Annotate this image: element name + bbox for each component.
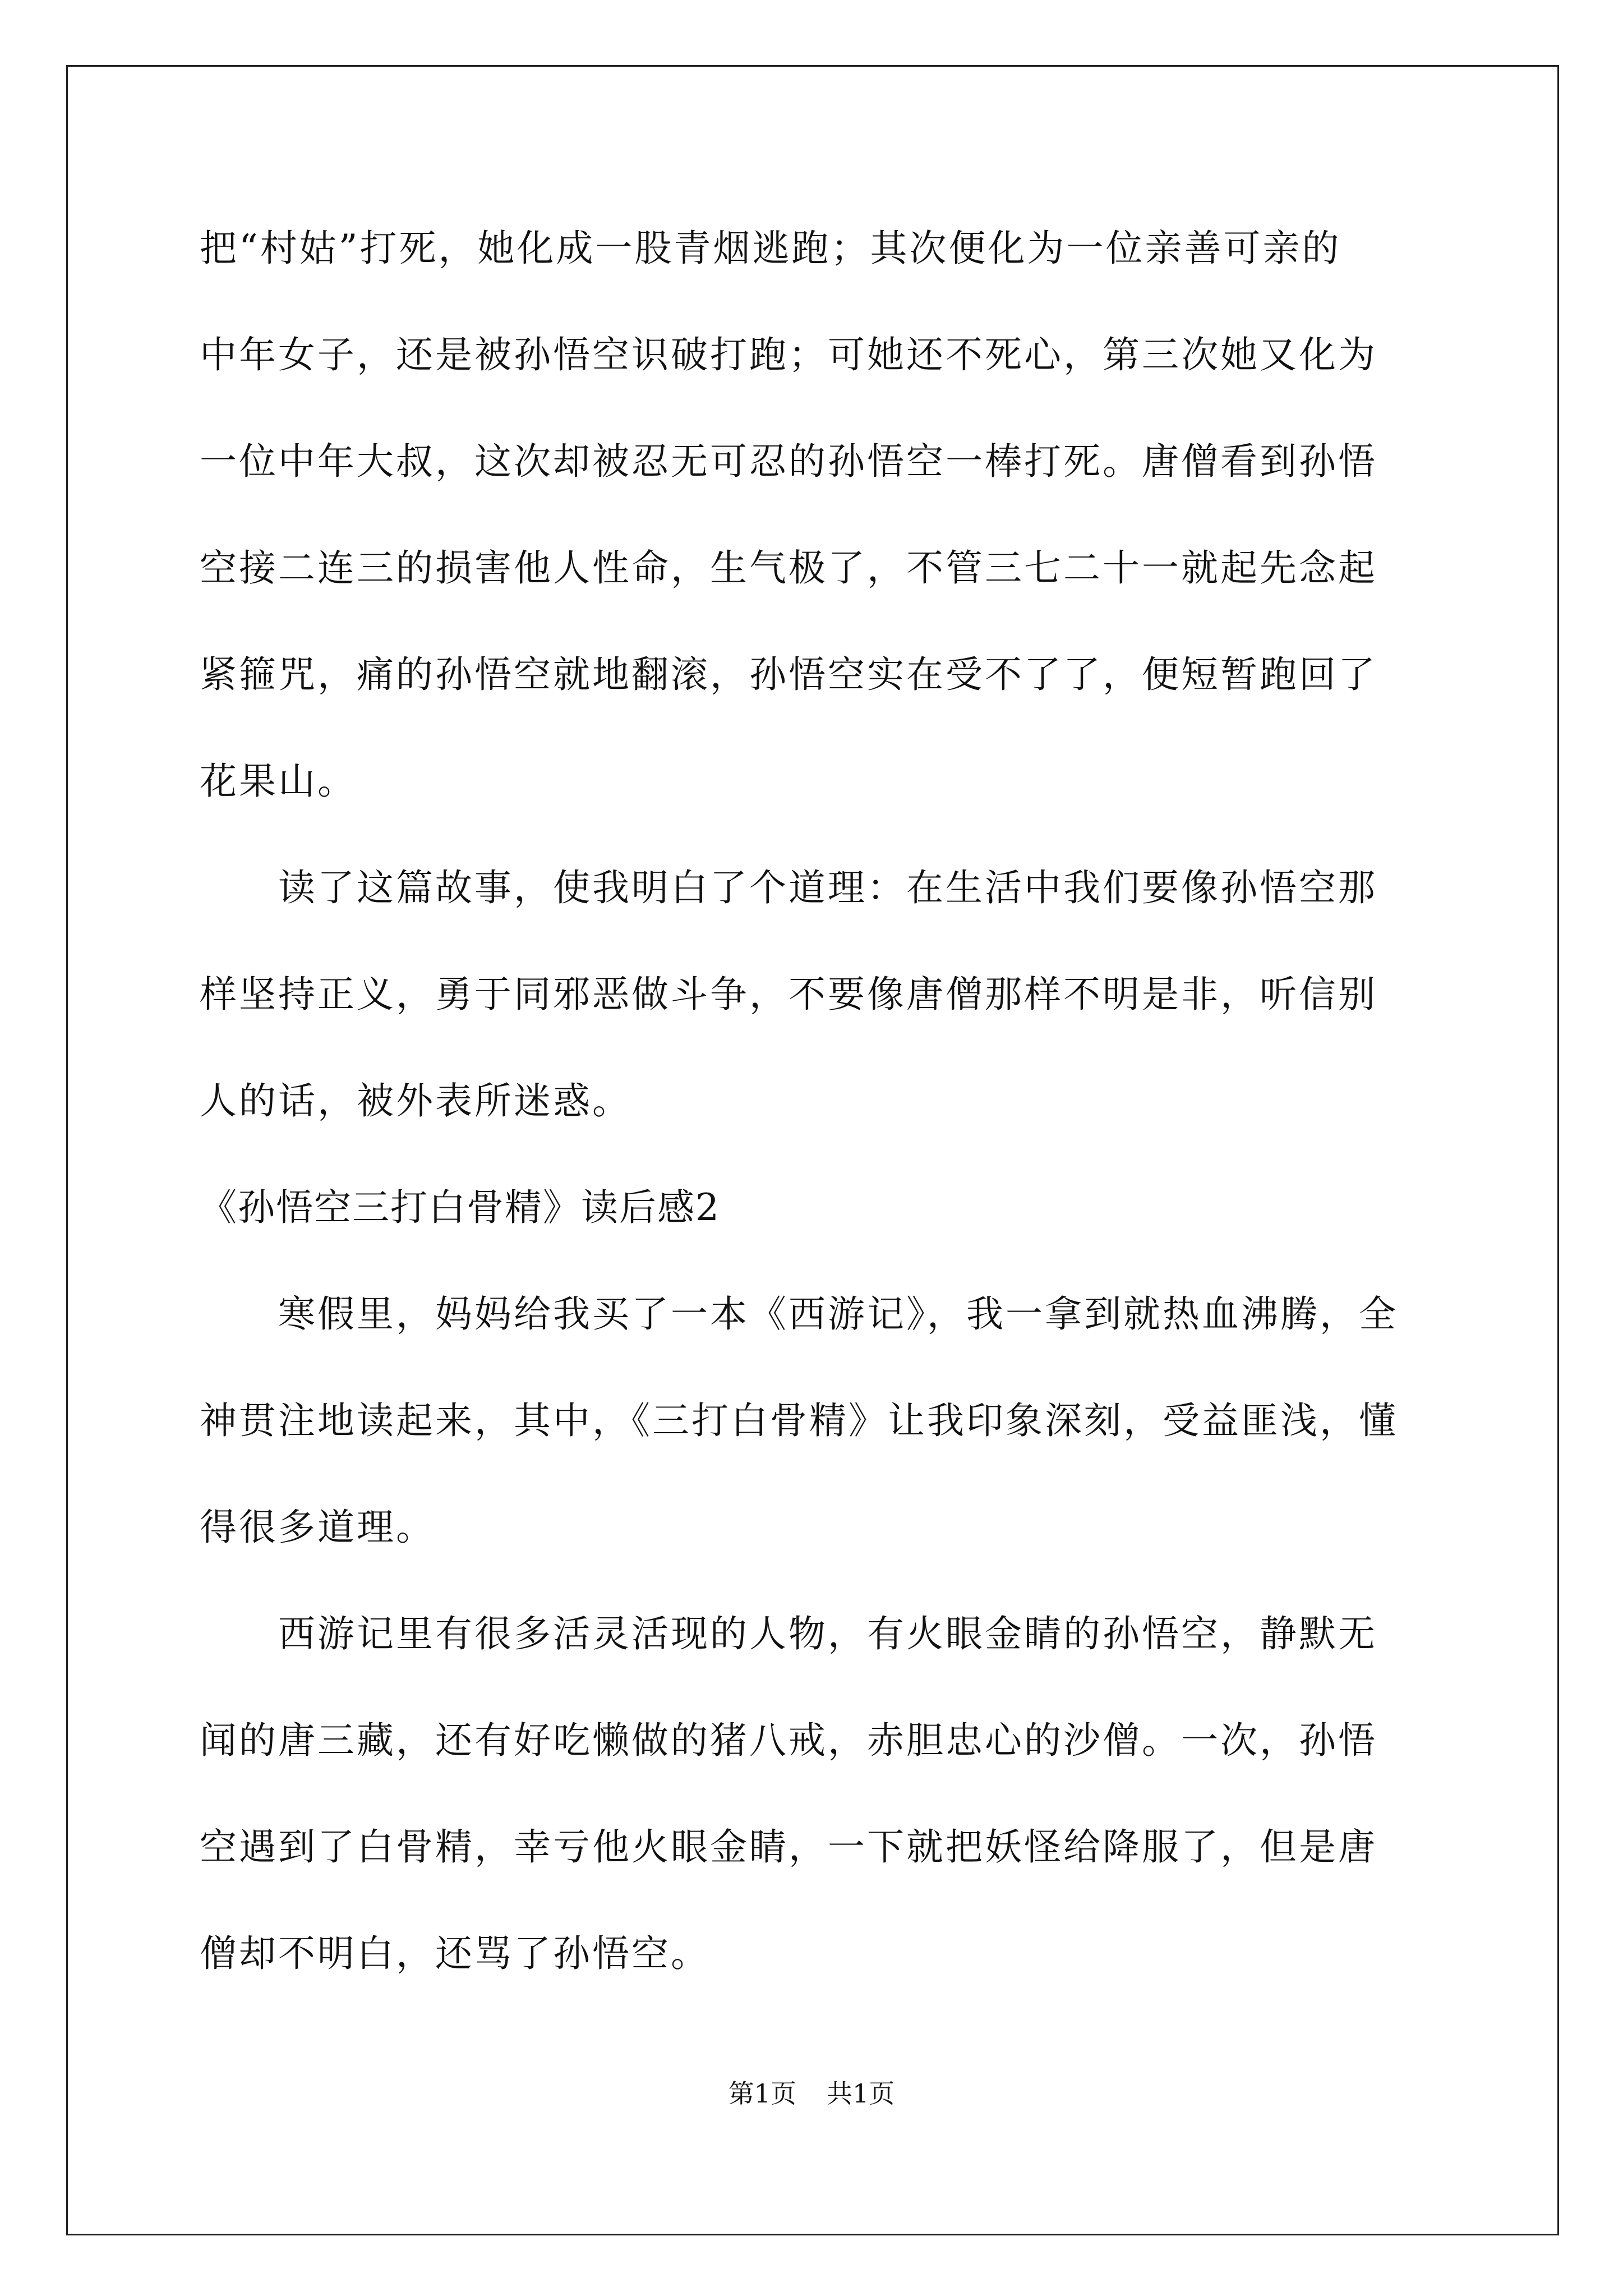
text-line: 闻的唐三藏，还有好吃懒做的猪八戒，赤胆忠心的沙僧。一次，孙悟 — [200, 1719, 1377, 1762]
section-heading: 《孙悟空三打白骨精》读后感2 — [200, 1186, 720, 1229]
text-line: 空接二连三的损害他人性命，生气极了，不管三七二十一就起先念起 — [200, 546, 1377, 590]
text-line: 寒假里，妈妈给我买了一本《西游记》，我一拿到就热血沸腾，全 — [200, 1292, 1398, 1336]
text-line: 中年女子，还是被孙悟空识破打跑；可她还不死心，第三次她又化为 — [200, 333, 1377, 376]
page-number-current: 第1页 — [728, 2078, 796, 2109]
text-line: 神贯注地读起来，其中，《三打白骨精》让我印象深刻，受益匪浅，懂 — [200, 1399, 1398, 1442]
document-body — [200, 195, 1435, 2007]
text-line: 僧却不明白，还骂了孙悟空。 — [200, 1932, 710, 1975]
text-line: 样坚持正义，勇于同邪恶做斗争，不要像唐僧那样不明是非，听信别 — [200, 973, 1377, 1016]
text-line: 得很多道理。 — [200, 1506, 435, 1549]
text-line: 空遇到了白骨精，幸亏他火眼金睛，一下就把妖怪给降服了，但是唐 — [200, 1825, 1377, 1869]
page-number-total: 共1页 — [827, 2078, 895, 2109]
text-line: 西游记里有很多活灵活现的人物，有火眼金睛的孙悟空，静默无 — [200, 1612, 1377, 1655]
text-line: 把“村姑”打死，她化成一股青烟逃跑；其次便化为一位亲善可亲的 — [200, 227, 1341, 270]
text-line: 一位中年大叔，这次却被忍无可忍的孙悟空一棒打死。唐僧看到孙悟 — [200, 440, 1377, 483]
text-line: 读了这篇故事，使我明白了个道理：在生活中我们要像孙悟空那 — [200, 866, 1377, 909]
page-footer — [0, 2077, 1623, 2110]
text-line: 花果山。 — [200, 760, 357, 803]
text-line: 紧箍咒，痛的孙悟空就地翻滚，孙悟空实在受不了了，便短暂跑回了 — [200, 653, 1377, 696]
text-line: 人的话，被外表所迷惑。 — [200, 1079, 631, 1122]
